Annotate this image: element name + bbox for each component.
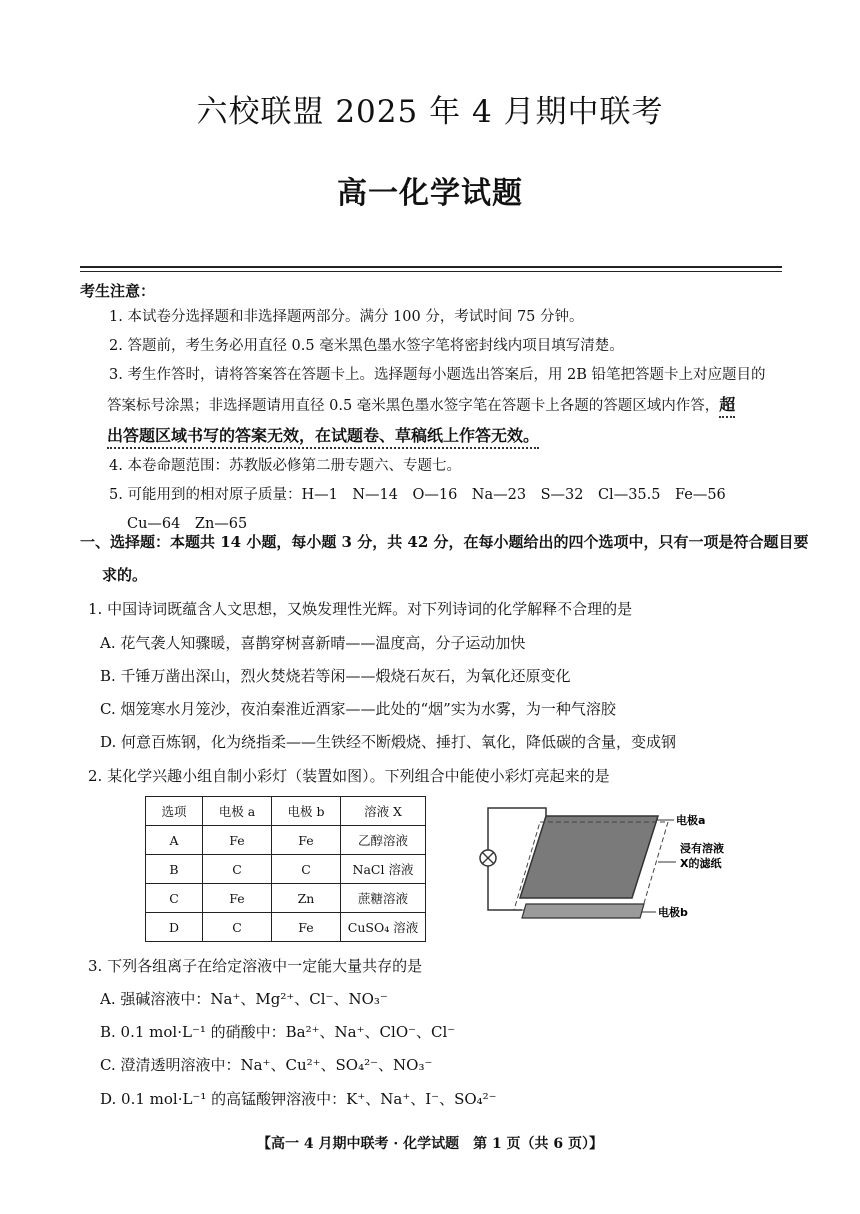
notice-item-3-line-2 <box>107 390 789 421</box>
table-row <box>146 913 426 942</box>
q2-cell: Zn <box>272 884 341 913</box>
q2-cell: C <box>272 855 341 884</box>
label-electrode-a: 电极a <box>676 814 706 827</box>
q2-cell: C <box>146 884 203 913</box>
notice-item-1: 1. 本试卷分选择题和非选择题两部分。满分 100 分，考试时间 75 分钟。 <box>109 309 584 325</box>
q2-cell: C <box>203 855 272 884</box>
electrode-a-plate <box>520 816 658 898</box>
q2-stem: 2. 某化学兴趣小组自制小彩灯（装置如图）。下列组合中能使小彩灯亮起来的是 <box>88 767 610 785</box>
wire-bottom <box>488 866 522 910</box>
table-row <box>146 826 426 855</box>
q2-cell: 蔗糖溶液 <box>341 884 426 913</box>
notice-heading: 考生注意： <box>80 282 156 300</box>
q2-header-option: 选项 <box>146 797 203 826</box>
q2-header-electrode-b: 电极 b <box>272 797 341 826</box>
table-row <box>146 855 426 884</box>
notice-item-2: 2. 答题前，考生务必用直径 0.5 毫米黑色墨水签字笔将密封线内项目填写清楚。 <box>109 338 624 354</box>
q2-cell: Fe <box>272 826 341 855</box>
section-1-heading <box>80 526 809 592</box>
q1-option-a: A. 花气袭人知骤暖，喜鹊穿树喜新晴——温度高，分子运动加快 <box>100 634 526 652</box>
notice-emphasis: 出答题区域书写的答案无效，在试题卷、草稿纸上作答无效。 <box>107 426 539 449</box>
notice-item-3-line-1: 3. 考生作答时，请将答案答在答题卡上。选择题每小题选出答案后，用 2B 铅笔把答题卡上对应题目的 <box>109 367 766 383</box>
q1-option-b: B. 千锤万凿出深山，烈火焚烧若等闲——煅烧石灰石，为氧化还原变化 <box>100 667 571 685</box>
q2-table-header <box>146 797 426 826</box>
header-rule-thick <box>80 266 782 268</box>
q3-option-b: B. 0.1 mol·L⁻¹ 的硝酸中：Ba²⁺、Na⁺、ClO⁻、Cl⁻ <box>100 1023 456 1041</box>
q2-device-diagram <box>470 800 790 930</box>
exam-title: 六校联盟 2025 年 4 月期中联考 <box>196 94 664 130</box>
electrode-b-plate <box>522 904 644 918</box>
q2-cell: CuSO₄ 溶液 <box>341 913 426 942</box>
header-rule-thin <box>80 271 782 272</box>
notice-item-3-line-3 <box>107 421 789 452</box>
q2-cell: A <box>146 826 203 855</box>
q2-header-electrode-a: 电极 a <box>203 797 272 826</box>
q2-table <box>145 796 426 942</box>
notice-item-5-line-1: 5. 可能用到的相对原子质量：H—1 N—14 O—16 Na—23 S—32 Cl—35.5 Fe—56 <box>109 487 726 503</box>
q2-cell: NaCl 溶液 <box>341 855 426 884</box>
q2-cell: Fe <box>203 826 272 855</box>
label-filter-paper-line-1: 浸有溶液 <box>680 842 724 855</box>
q3-stem: 3. 下列各组离子在给定溶液中一定能大量共存的是 <box>88 957 423 975</box>
section-1-heading-line-2: 求的。 <box>102 566 148 584</box>
q2-cell: Fe <box>272 913 341 942</box>
notice-item-3-text: 答案标号涂黑；非选择题请用直径 0.5 毫米黑色墨水签字笔在答题卡上各题的答题区域内作答， <box>107 398 720 414</box>
q2-cell: Fe <box>203 884 272 913</box>
q3-option-d: D. 0.1 mol·L⁻¹ 的高锰酸钾溶液中：K⁺、Na⁺、I⁻、SO₄²⁻ <box>100 1090 497 1108</box>
section-1-heading-line-1: 一、选择题：本题共 14 小题，每小题 3 分，共 42 分，在每小题给出的四个选项中，只有一项是符合题目要 <box>80 533 809 551</box>
notice-emphasis-start: 超 <box>719 395 735 418</box>
table-row <box>146 884 426 913</box>
q1-option-c: C. 烟笼寒水月笼沙，夜泊秦淮近酒家——此处的“烟”实为水雾，为一种气溶胶 <box>100 700 616 718</box>
lamp-icon <box>480 850 496 866</box>
q2-cell: D <box>146 913 203 942</box>
q2-cell: C <box>203 913 272 942</box>
label-filter-paper-line-2: X的滤纸 <box>680 857 722 870</box>
q2-cell: 乙醇溶液 <box>341 826 426 855</box>
q1-option-d: D. 何意百炼钢，化为绕指柔——生铁经不断煅烧、捶打、氧化，降低碳的含量，变成钢 <box>100 733 677 751</box>
q2-cell: B <box>146 855 203 884</box>
q3-option-c: C. 澄清透明溶液中：Na⁺、Cu²⁺、SO₄²⁻、NO₃⁻ <box>100 1056 433 1074</box>
label-electrode-b: 电极b <box>658 906 688 919</box>
q2-header-solution: 溶液 X <box>341 797 426 826</box>
q1-stem: 1. 中国诗词既蕴含人文思想，又焕发理性光辉。对下列诗词的化学解释不合理的是 <box>88 600 633 618</box>
q3-option-a: A. 强碱溶液中：Na⁺、Mg²⁺、Cl⁻、NO₃⁻ <box>100 990 388 1008</box>
notice-item-5-line-2: Cu—64 Zn—65 <box>127 516 248 532</box>
exam-subtitle: 高一化学试题 <box>337 176 523 211</box>
notice-item-4: 4. 本卷命题范围：苏教版必修第二册专题六、专题七。 <box>109 458 461 474</box>
notice-list <box>109 303 789 539</box>
page-footer: 【高一 4 月期中联考 · 化学试题 第 1 页（共 6 页）】 <box>256 1136 604 1152</box>
